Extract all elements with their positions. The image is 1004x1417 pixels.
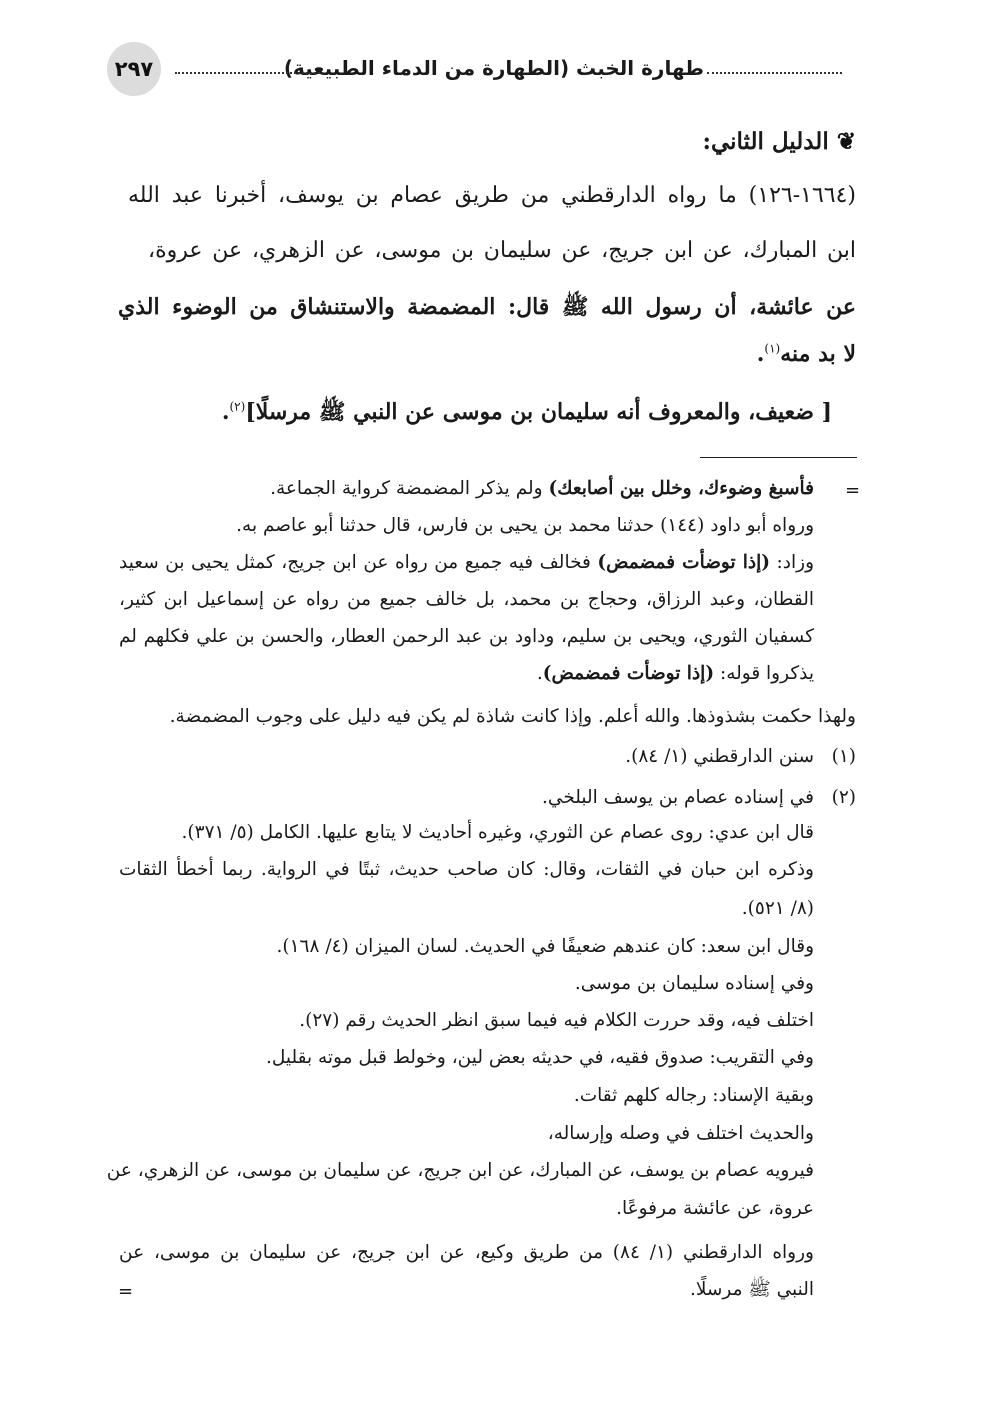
quote-bold: (إذا توضأت فمضمض) — [597, 552, 770, 573]
footnote-2-line-7: اختلف فيه، وقد حررت الكلام فيه فيما سبق انظر الحديث رقم (٢٧). — [299, 1010, 814, 1031]
line-text: ولم يذكر المضمضة كرواية الجماعة. — [270, 478, 549, 499]
footnote-number-2: (٢) — [831, 787, 856, 808]
main-line-4 — [757, 341, 856, 367]
line-text: فخالف فيه جميع من رواه عن ابن جريج، كمثل يحيى بن سعيد — [119, 552, 598, 573]
footnote-continuation-line-1 — [270, 478, 814, 499]
footnote-continuation-line-4: القطان، وعبد الرزاق، وحجاج بن محمد، بل خالف جميع من رواه عن إسماعيل ابن كثير، — [119, 589, 814, 610]
leaf-ornament-icon: ❦ — [836, 128, 856, 155]
footnote-2-line-8: وفي التقريب: صدوق فقيه، في حديثه بعض لين، وخولط قبل موته بقليل. — [265, 1047, 814, 1068]
footnote-continuation-line-2: ورواه أبو داود (١٤٤) حدثنا محمد بن يحيى بن فارس، قال حدثنا أبو عاصم به. — [236, 515, 814, 536]
footnote-continuation-line-3 — [119, 552, 814, 573]
line-text: . — [536, 663, 543, 684]
footnote-continuation-line-7: ولهذا حكمت بشذوذها. والله أعلم. وإذا كانت شاذة لم يكن فيه دليل على وجوب المضمضة. — [169, 706, 856, 727]
line-text: يذكروا قوله: — [714, 663, 814, 684]
continuation-mark: = — [845, 480, 861, 501]
verdict-text: [ ضعيف، والمعروف أنه سليمان بن موسى عن النبي ﷺ مرسلًا] — [245, 399, 832, 425]
footnote-2-line-10: والحديث اختلف في وصله وإرساله، — [547, 1123, 814, 1144]
line-text: وزاد: — [770, 552, 814, 573]
continued-mark: = — [118, 1281, 134, 1302]
footnote-2-line-5: وقال ابن سعد: كان عندهم ضعيفًا في الحديث. لسان الميزان (٤/ ١٦٨). — [276, 936, 814, 957]
footnote-2-line-13: ورواه الدارقطني (١/ ٨٤) من طريق وكيع، عن ابن جريج، عن سليمان بن موسى، عن — [119, 1242, 814, 1263]
footnote-number-1: (١) — [831, 746, 856, 767]
page-number-badge: ٢٩٧ — [107, 42, 161, 96]
main-line-2: ابن المبارك، عن ابن جريج، عن سليمان بن موسى، عن الزهري، عن عروة، — [148, 238, 856, 263]
footnote-continuation-line-6 — [537, 663, 814, 684]
quote-bold: فأسبغ وضوءك، وخلل بين أصابعك) — [548, 478, 814, 499]
quote-bold: (إذا توضأت فمضمض) — [542, 663, 715, 684]
heading-text: الدليل الثاني: — [702, 128, 829, 155]
footnote-ref-1: (١) — [764, 341, 781, 356]
footnote-2-line-6: وفي إسناده سليمان بن موسى. — [574, 973, 814, 994]
footnote-1-text: سنن الدارقطني (١/ ٨٤). — [625, 746, 814, 767]
main-line-4-period: . — [756, 341, 765, 367]
footnote-2-line-3: وذكره ابن حبان في الثقات، وقال: كان صاحب حديث، ثبتًا في الرواية. ربما أخطأ الثقات — [119, 859, 814, 880]
footnote-2-line-4: (٨/ ٥٢١). — [741, 898, 814, 919]
footnote-continuation-line-5: كسفيان الثوري، ويحيى بن سليم، وداود بن عبد الرحمن العطار، والحسن بن علي فكلهم لم — [119, 626, 814, 647]
footnote-2-line-9: وبقية الإسناد: رجاله كلهم ثقات. — [573, 1085, 814, 1106]
verdict-period: . — [221, 399, 230, 425]
footnote-2-line-11: فيرويه عصام بن يوسف، عن المبارك، عن ابن جريج، عن سليمان بن موسى، عن الزهري، عن — [106, 1160, 814, 1181]
footnote-separator — [700, 457, 857, 458]
header-dots-left — [175, 72, 320, 74]
footnote-2-line-12: عروة، عن عائشة مرفوعًا. — [616, 1198, 814, 1219]
footnote-2-line-2: قال ابن عدي: روى عصام عن الثوري، وغيره أحاديث لا يتابع عليها. الكامل (٥/ ٣٧١). — [181, 822, 814, 843]
running-header-title: طهارة الخبث (الطهارة من الدماء الطبيعية) — [283, 56, 704, 80]
header-dots-right — [707, 72, 842, 74]
verdict-line — [222, 398, 832, 430]
main-line-1: (١٦٦٤-١٢٦) ما رواه الدارقطني من طريق عصام بن يوسف، أخبرنا عبد الله — [128, 183, 856, 208]
main-line-3: عن عائشة، أن رسول الله ﷺ قال: المضمضة والاستنشاق من الوضوء الذي — [118, 294, 856, 320]
main-line-4-text: لا بد منه — [780, 341, 856, 367]
section-heading — [702, 128, 856, 155]
footnote-ref-2: (٢) — [229, 399, 246, 414]
footnote-2-line-1: في إسناده عصام بن يوسف البلخي. — [542, 787, 814, 808]
footnote-2-line-14: النبي ﷺ مرسلًا. — [689, 1279, 814, 1300]
